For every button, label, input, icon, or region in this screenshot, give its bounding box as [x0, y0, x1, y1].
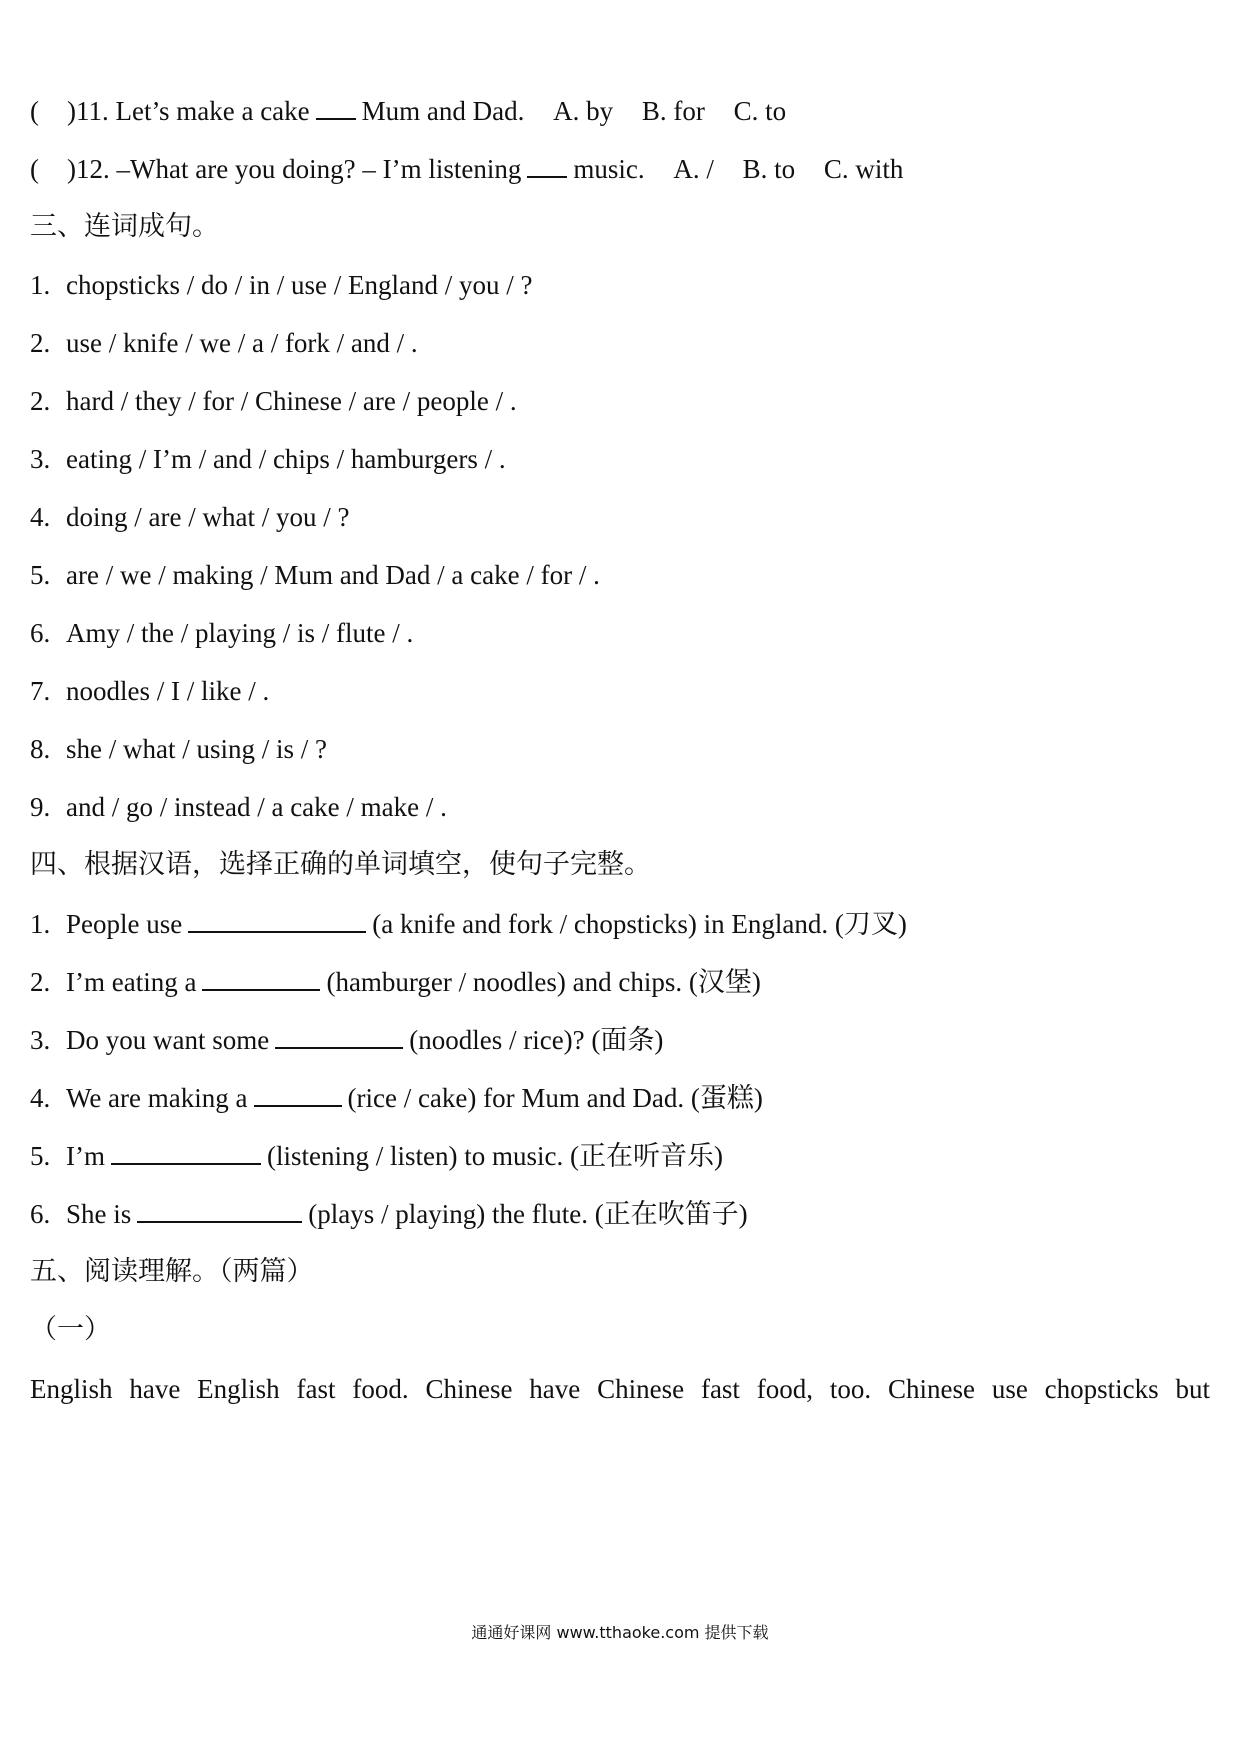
fill-item	[30, 1081, 1210, 1115]
scramble-item	[30, 268, 1210, 302]
fill-blank[interactable]	[254, 1083, 342, 1107]
option-a: A. /	[673, 154, 714, 184]
item-text-after: (hamburger / noodles) and chips. (汉堡)	[326, 967, 761, 997]
question-text: Let’s make a cake	[115, 96, 310, 126]
item-number: 3.	[30, 1025, 51, 1055]
fill-item	[30, 1139, 1210, 1173]
item-number: 2.	[30, 328, 51, 358]
item-text: and / go / instead / a cake / make / .	[66, 792, 447, 822]
item-text: eating / I’m / and / chips / hamburgers / .	[66, 444, 506, 474]
item-text: chopsticks / do / in / use / England / you / ?	[66, 270, 533, 300]
item-number: 9.	[30, 792, 51, 822]
fill-blank[interactable]	[137, 1199, 302, 1223]
item-number: 8.	[30, 734, 51, 764]
question-text: –What are you doing? – I’m listening	[116, 154, 522, 184]
fill-blank[interactable]	[316, 96, 356, 120]
item-number: 4.	[30, 1083, 51, 1113]
scramble-item	[30, 732, 1210, 766]
paren-open: (	[30, 154, 39, 184]
item-number: 6.	[30, 618, 51, 648]
reading-passage: English have English fast food. Chinese have Chinese fast food, too. Chinese use chopsticks but	[30, 1374, 1210, 1404]
fill-blank[interactable]	[111, 1141, 261, 1165]
fill-item	[30, 1023, 1210, 1057]
item-text-before: Do you want some	[66, 1025, 270, 1055]
item-number: 5.	[30, 560, 51, 590]
item-number: 1.	[30, 909, 51, 939]
fill-item	[30, 907, 1210, 941]
section-5-heading: 五、阅读理解。（两篇）	[30, 1256, 314, 1287]
section-4-heading: 四、根据汉语，选择正确的单词填空，使句子完整。	[30, 849, 651, 880]
scramble-item	[30, 616, 1210, 650]
item-text-before: I’m eating a	[66, 967, 197, 997]
question-number: )12.	[67, 154, 110, 184]
item-text: are / we / making / Mum and Dad / a cake / for / .	[66, 560, 600, 590]
paren-open: (	[30, 96, 39, 126]
passage-subheading: （一）	[30, 1314, 111, 1345]
option-b: B. for	[641, 96, 705, 126]
scramble-item	[30, 384, 1210, 418]
question-number: )11.	[67, 96, 109, 126]
fill-item	[30, 1197, 1210, 1231]
item-number: 3.	[30, 444, 51, 474]
item-number: 4.	[30, 502, 51, 532]
page-footer: 通通好课网 www.tthaoke.com 提供下载	[471, 1623, 769, 1642]
option-c: C. to	[733, 96, 787, 126]
option-a: A. by	[553, 96, 614, 126]
item-number: 5.	[30, 1141, 51, 1171]
section-3-heading: 三、连词成句。	[30, 211, 219, 242]
item-text: use / knife / we / a / fork / and / .	[66, 328, 418, 358]
mc-question-12	[30, 152, 1210, 186]
question-text-end: music.	[573, 154, 645, 184]
item-text-after: (rice / cake) for Mum and Dad. (蛋糕)	[347, 1083, 763, 1113]
fill-blank[interactable]	[527, 154, 567, 178]
item-text: she / what / using / is / ?	[66, 734, 327, 764]
item-text-before: I’m	[66, 1141, 105, 1171]
item-text-after: (plays / playing) the flute. (正在吹笛子)	[308, 1199, 748, 1229]
scramble-item	[30, 558, 1210, 592]
fill-blank[interactable]	[188, 909, 366, 933]
scramble-item	[30, 442, 1210, 476]
scramble-item	[30, 500, 1210, 534]
scramble-item	[30, 326, 1210, 360]
item-text: doing / are / what / you / ?	[66, 502, 350, 532]
item-text: hard / they / for / Chinese / are / people / .	[66, 386, 517, 416]
item-text: noodles / I / like / .	[66, 676, 270, 706]
item-number: 2.	[30, 386, 51, 416]
item-text-after: (listening / listen) to music. (正在听音乐)	[266, 1141, 723, 1171]
item-text-after: (noodles / rice)? (面条)	[409, 1025, 664, 1055]
item-text: Amy / the / playing / is / flute / .	[66, 618, 414, 648]
scramble-item	[30, 674, 1210, 708]
item-number: 1.	[30, 270, 51, 300]
fill-item	[30, 965, 1210, 999]
item-text-before: She is	[66, 1199, 132, 1229]
item-text-before: People use	[66, 909, 183, 939]
item-number: 6.	[30, 1199, 51, 1229]
option-c: C. with	[823, 154, 904, 184]
item-number: 2.	[30, 967, 51, 997]
fill-blank[interactable]	[275, 1025, 403, 1049]
question-text-end: Mum and Dad.	[361, 96, 525, 126]
scramble-item	[30, 790, 1210, 824]
option-b: B. to	[742, 154, 796, 184]
item-text-after: (a knife and fork / chopsticks) in England. (刀叉)	[372, 909, 907, 939]
fill-blank[interactable]	[202, 967, 320, 991]
item-text-before: We are making a	[66, 1083, 248, 1113]
mc-question-11	[30, 94, 1210, 128]
item-number: 7.	[30, 676, 51, 706]
